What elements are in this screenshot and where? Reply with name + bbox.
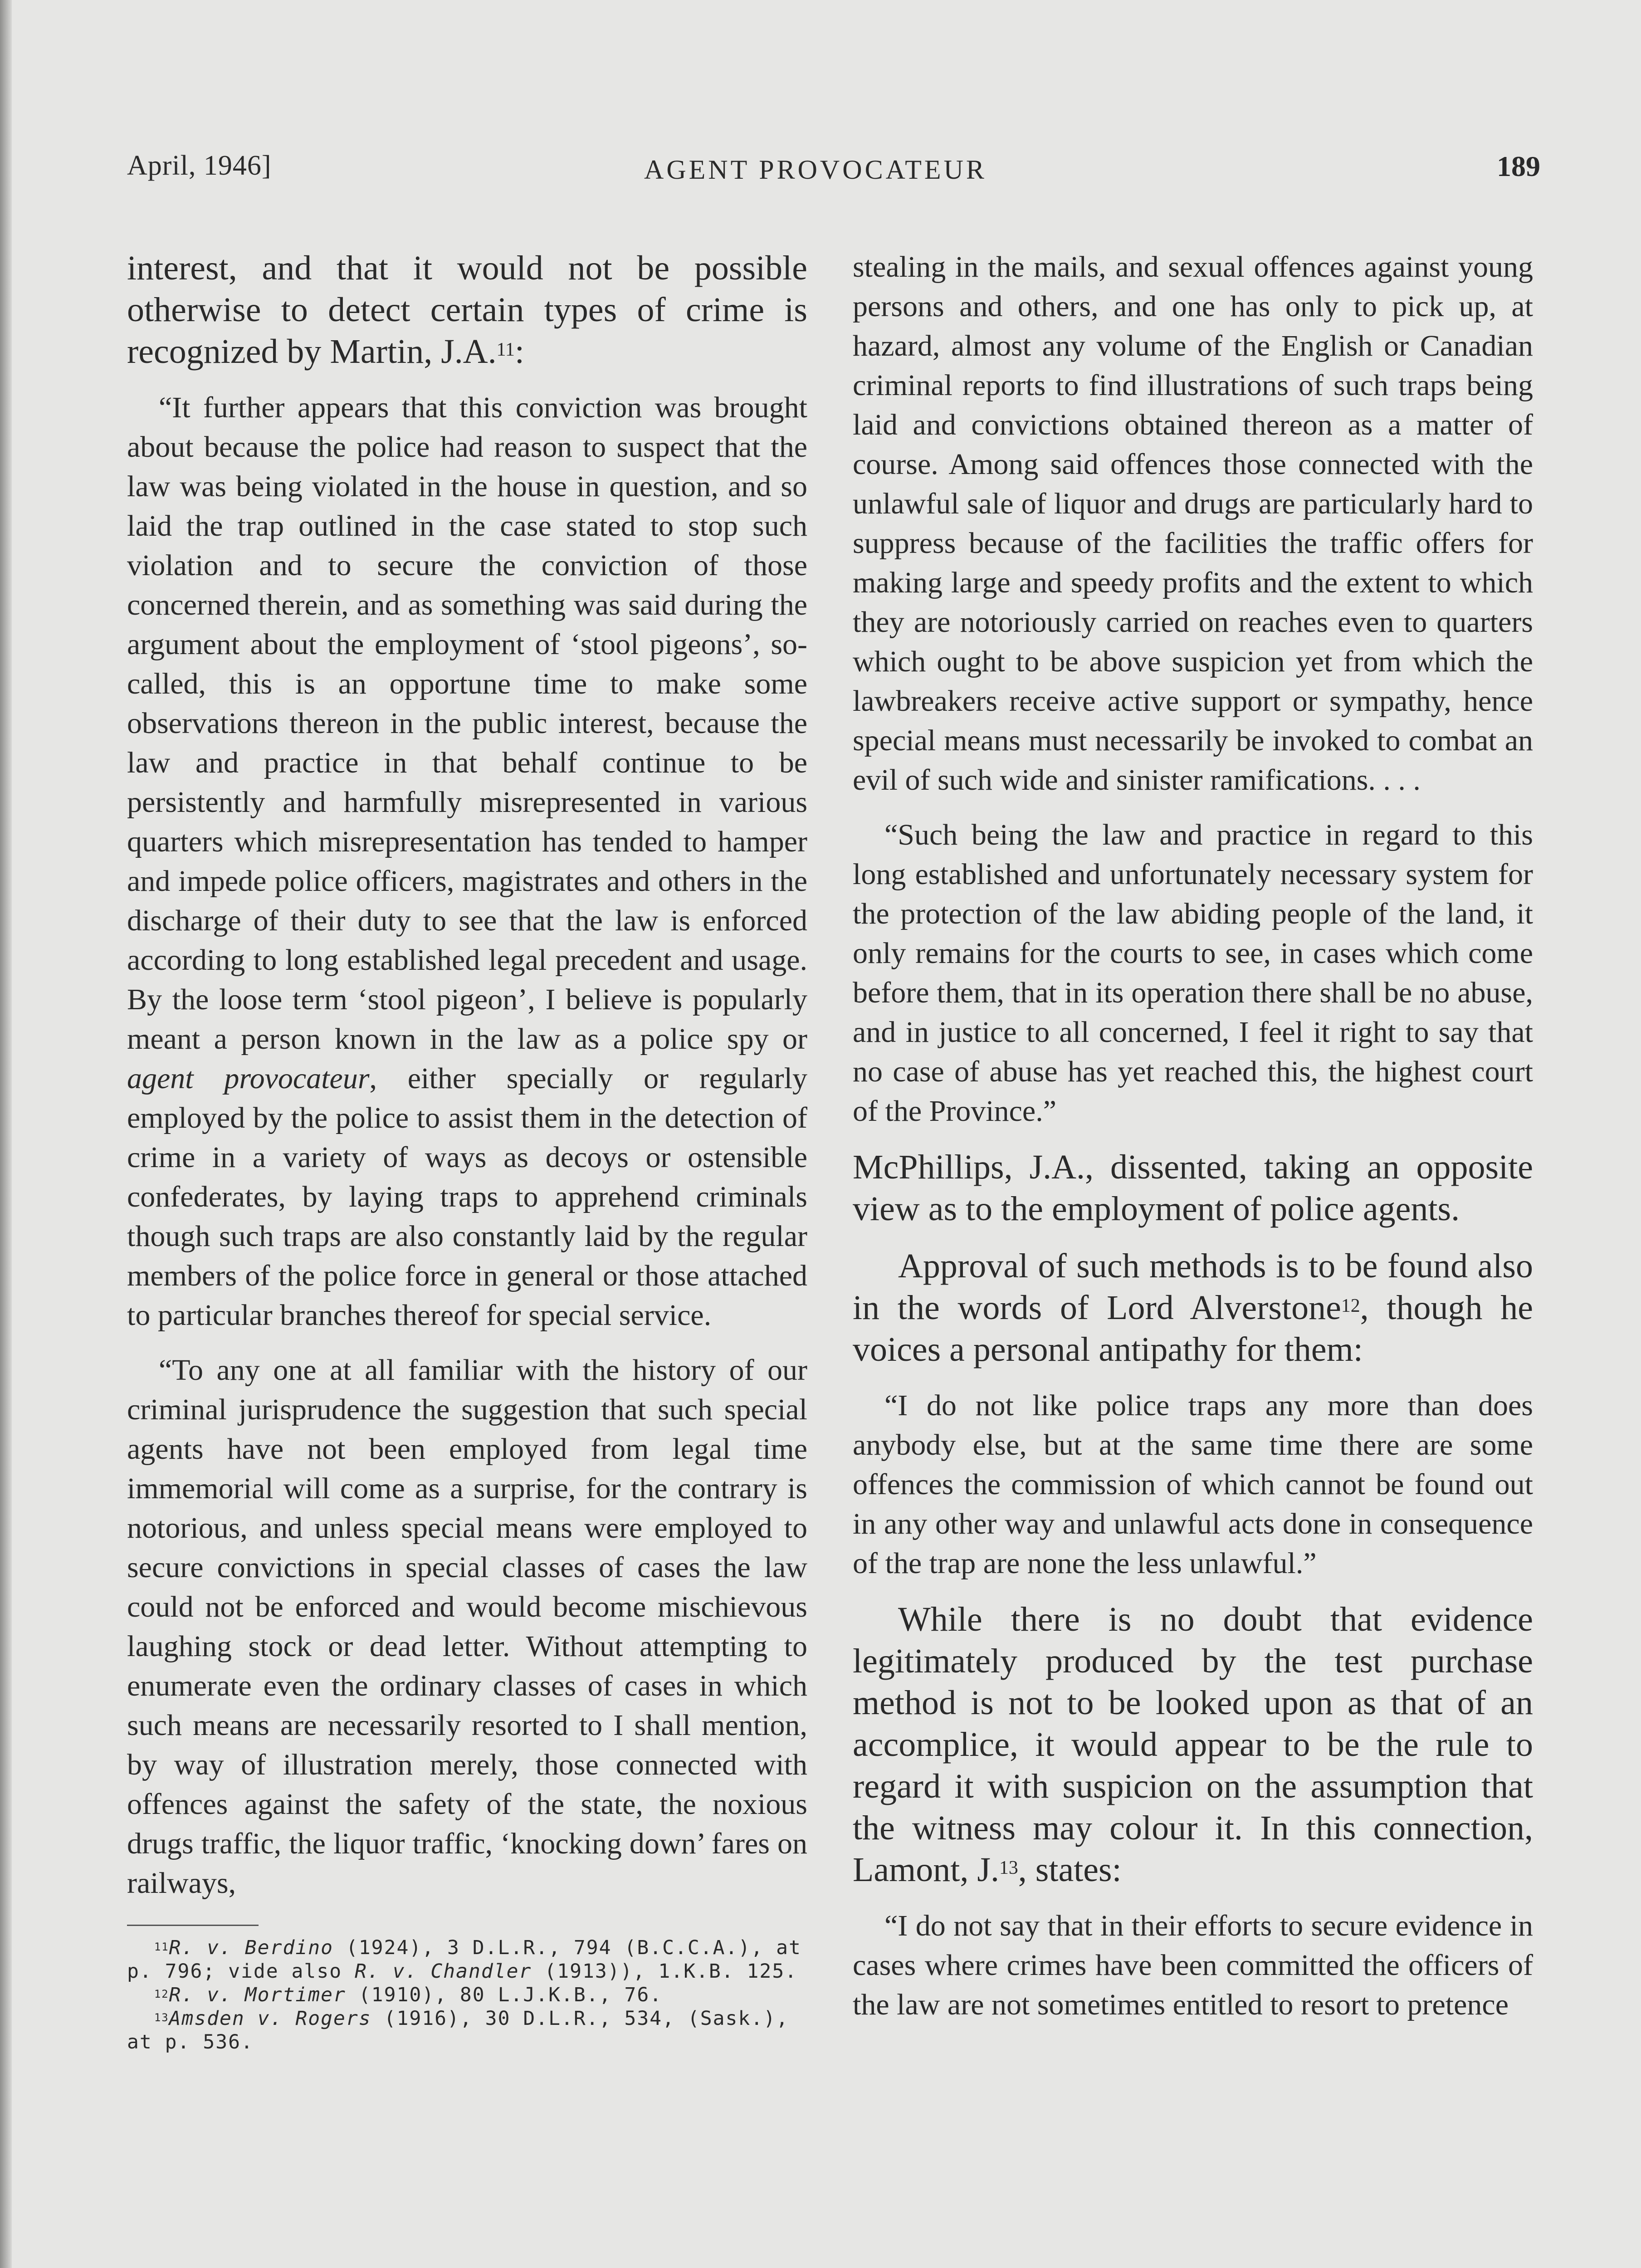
quote-martin-1: [127, 388, 807, 1335]
quote-text-end: , either specially or regularly employed by the police to assist them in the detection of crime in a variety of ways as decoys or ostensible confederates, by laying traps to apprehend criminals though such traps are also constantly laid by the regular members of the police force in general or those attached to particular branches thereof for special service.: [127, 1062, 807, 1332]
footnote-number: 13: [154, 2011, 169, 2024]
paragraph-text: Approval of such methods is to be found also in the words of Lord Alverstone: [853, 1247, 1533, 1327]
italic-term: agent provocateur: [127, 1062, 370, 1095]
paragraph-while: [853, 1598, 1533, 1891]
citation: (1910), 80 L.J.K.B., 76.: [346, 1984, 663, 2006]
paragraph-approval: [853, 1245, 1533, 1370]
quote-lamont: “I do not say that in their efforts to secure evidence in cases where crimes have been committed the officers of the law are not sometimes entitled to resort to pretence: [853, 1909, 1533, 2021]
case-name: R. v. Chandler: [355, 1960, 532, 1983]
citation: (1913)), 1.K.B. 125.: [532, 1960, 798, 1983]
case-name: R. v. Mortimer: [169, 1984, 346, 2006]
quote-alverstone: “I do not like police traps any more than does anybody else, but at the same time there are some offences the commission of which cannot be found out in any other way and unlawful acts done in consequence of the trap are none the less unlawful.”: [853, 1389, 1533, 1580]
paragraph-text: While there is no doubt that evidence legitimately produced by the test purchase method is not to be looked upon as that of an accomplice, it would appear to be the rule to regard it with suspicion on the assumption that the witness may colour it. In this connection, Lamont, J.: [853, 1600, 1533, 1889]
paragraph-text-end: , states:: [1018, 1851, 1122, 1889]
footnote-12: [127, 1983, 807, 2007]
running-header: [0, 150, 1641, 191]
paragraph-mcphillips: McPhillips, J.A., dissented, taking an opposite view as to the employment of police agents.: [853, 1148, 1533, 1228]
footnote-13: [127, 2007, 807, 2054]
page-spine-shadow: [0, 0, 12, 2268]
footnote-ref-13: 13: [999, 1857, 1018, 1878]
quote-martin-3: “Such being the law and practice in regard to this long established and unfortunately necessary system for the protection of the law abiding people of the land, it only remains for the courts to see, in cases which come before them, that in its operation there shall be no abuse, and in justice to all concerned, I feel it right to say that no case of abuse has yet reached this, the highest court of the Province.”: [853, 818, 1533, 1128]
quote-martin-2-continued: stealing in the mails, and sexual offences against young persons and others, and one has only to pick up, at hazard, almost any volume of the English or Canadian criminal reports to find illustrations of such traps being laid and convictions obtained thereon as a matter of course. Among said offences those connected with the unlawful sale of liquor and drugs are particularly hard to suppress because of the facilities the traffic offers for making large and speedy profits and the extent to which they are notoriously carried on reaches even to quarters which ought to be above suspicion yet from which the lawbreakers receive active support or sympathy, hence special means must necessarily be invoked to combat an evil of such wide and sinister ramifications. . . .: [853, 250, 1533, 797]
header-title: AGENT PROVOCATEUR: [644, 155, 987, 185]
footnote-ref-12: 12: [1341, 1295, 1360, 1316]
footnote-rule: [127, 1925, 259, 1926]
intro-paragraph: [127, 247, 807, 372]
page-number: 189: [1497, 150, 1540, 182]
intro-text: interest, and that it would not be possible otherwise to detect certain types of crime is recognized by Martin, J.A.: [127, 249, 807, 371]
citation: (1924), 3 D.L.R., 794 (B.C.C.A.), at p. 796; vide also: [127, 1936, 801, 1983]
case-name: Amsden v. Rogers: [169, 2007, 371, 2030]
footnote-number: 12: [154, 1987, 169, 2000]
header-date: April, 1946]: [127, 150, 272, 181]
quote-text: “It further appears that this conviction was brought about because the police had reason to suspect that the law was being violated in the house in question, and so laid the trap outlined in the case stated to stop such violation and to secure the conviction of those concerned therein, and as something was said during the argument about the employment of ‘stool pigeons’, so-called, this is an opportune time to make some observations thereon in the public interest, because the law and practice in that behalf continue to be persistently and harmfully misrepresented in various quarters which misrepresentation has tended to hamper and impede police officers, magistrates and others in the discharge of their duty to see that the law is enforced according to long established legal precedent and usage. By the loose term ‘stool pigeon’, I believe is popularly meant a person known in the law as a police spy or: [127, 391, 807, 1056]
footnote-11: [127, 1936, 807, 1983]
footnote-ref-11: 11: [496, 339, 515, 360]
citation: (1916), 30 D.L.R., 534, (Sask.), at p. 536.: [127, 2007, 789, 2053]
case-name: R. v. Berdino: [169, 1936, 334, 1959]
intro-text-end: :: [514, 332, 525, 371]
footnote-number: 11: [154, 1940, 169, 1953]
left-column: [127, 247, 807, 2054]
quote-martin-2: “To any one at all familiar with the history of our criminal jurisprudence the suggestion that such special agents have not been employed from legal time immemorial will come as a surprise, for the contrary is notorious, and unless special means were employed to secure convictions in special classes of cases the law could not be enforced and would become mischievous laughing stock or dead letter. Without attempting to enumerate even the ordinary classes of cases in which such means are necessarily resorted to I shall mention, by way of illustration merely, those connected with offences against the safety of the state, the noxious drugs traffic, the liquor traffic, ‘knocking down’ fares on railways,: [127, 1354, 807, 1900]
right-column: [853, 247, 1533, 2040]
paragraph-text-end: , though he voices a personal antipathy for them:: [853, 1289, 1534, 1369]
